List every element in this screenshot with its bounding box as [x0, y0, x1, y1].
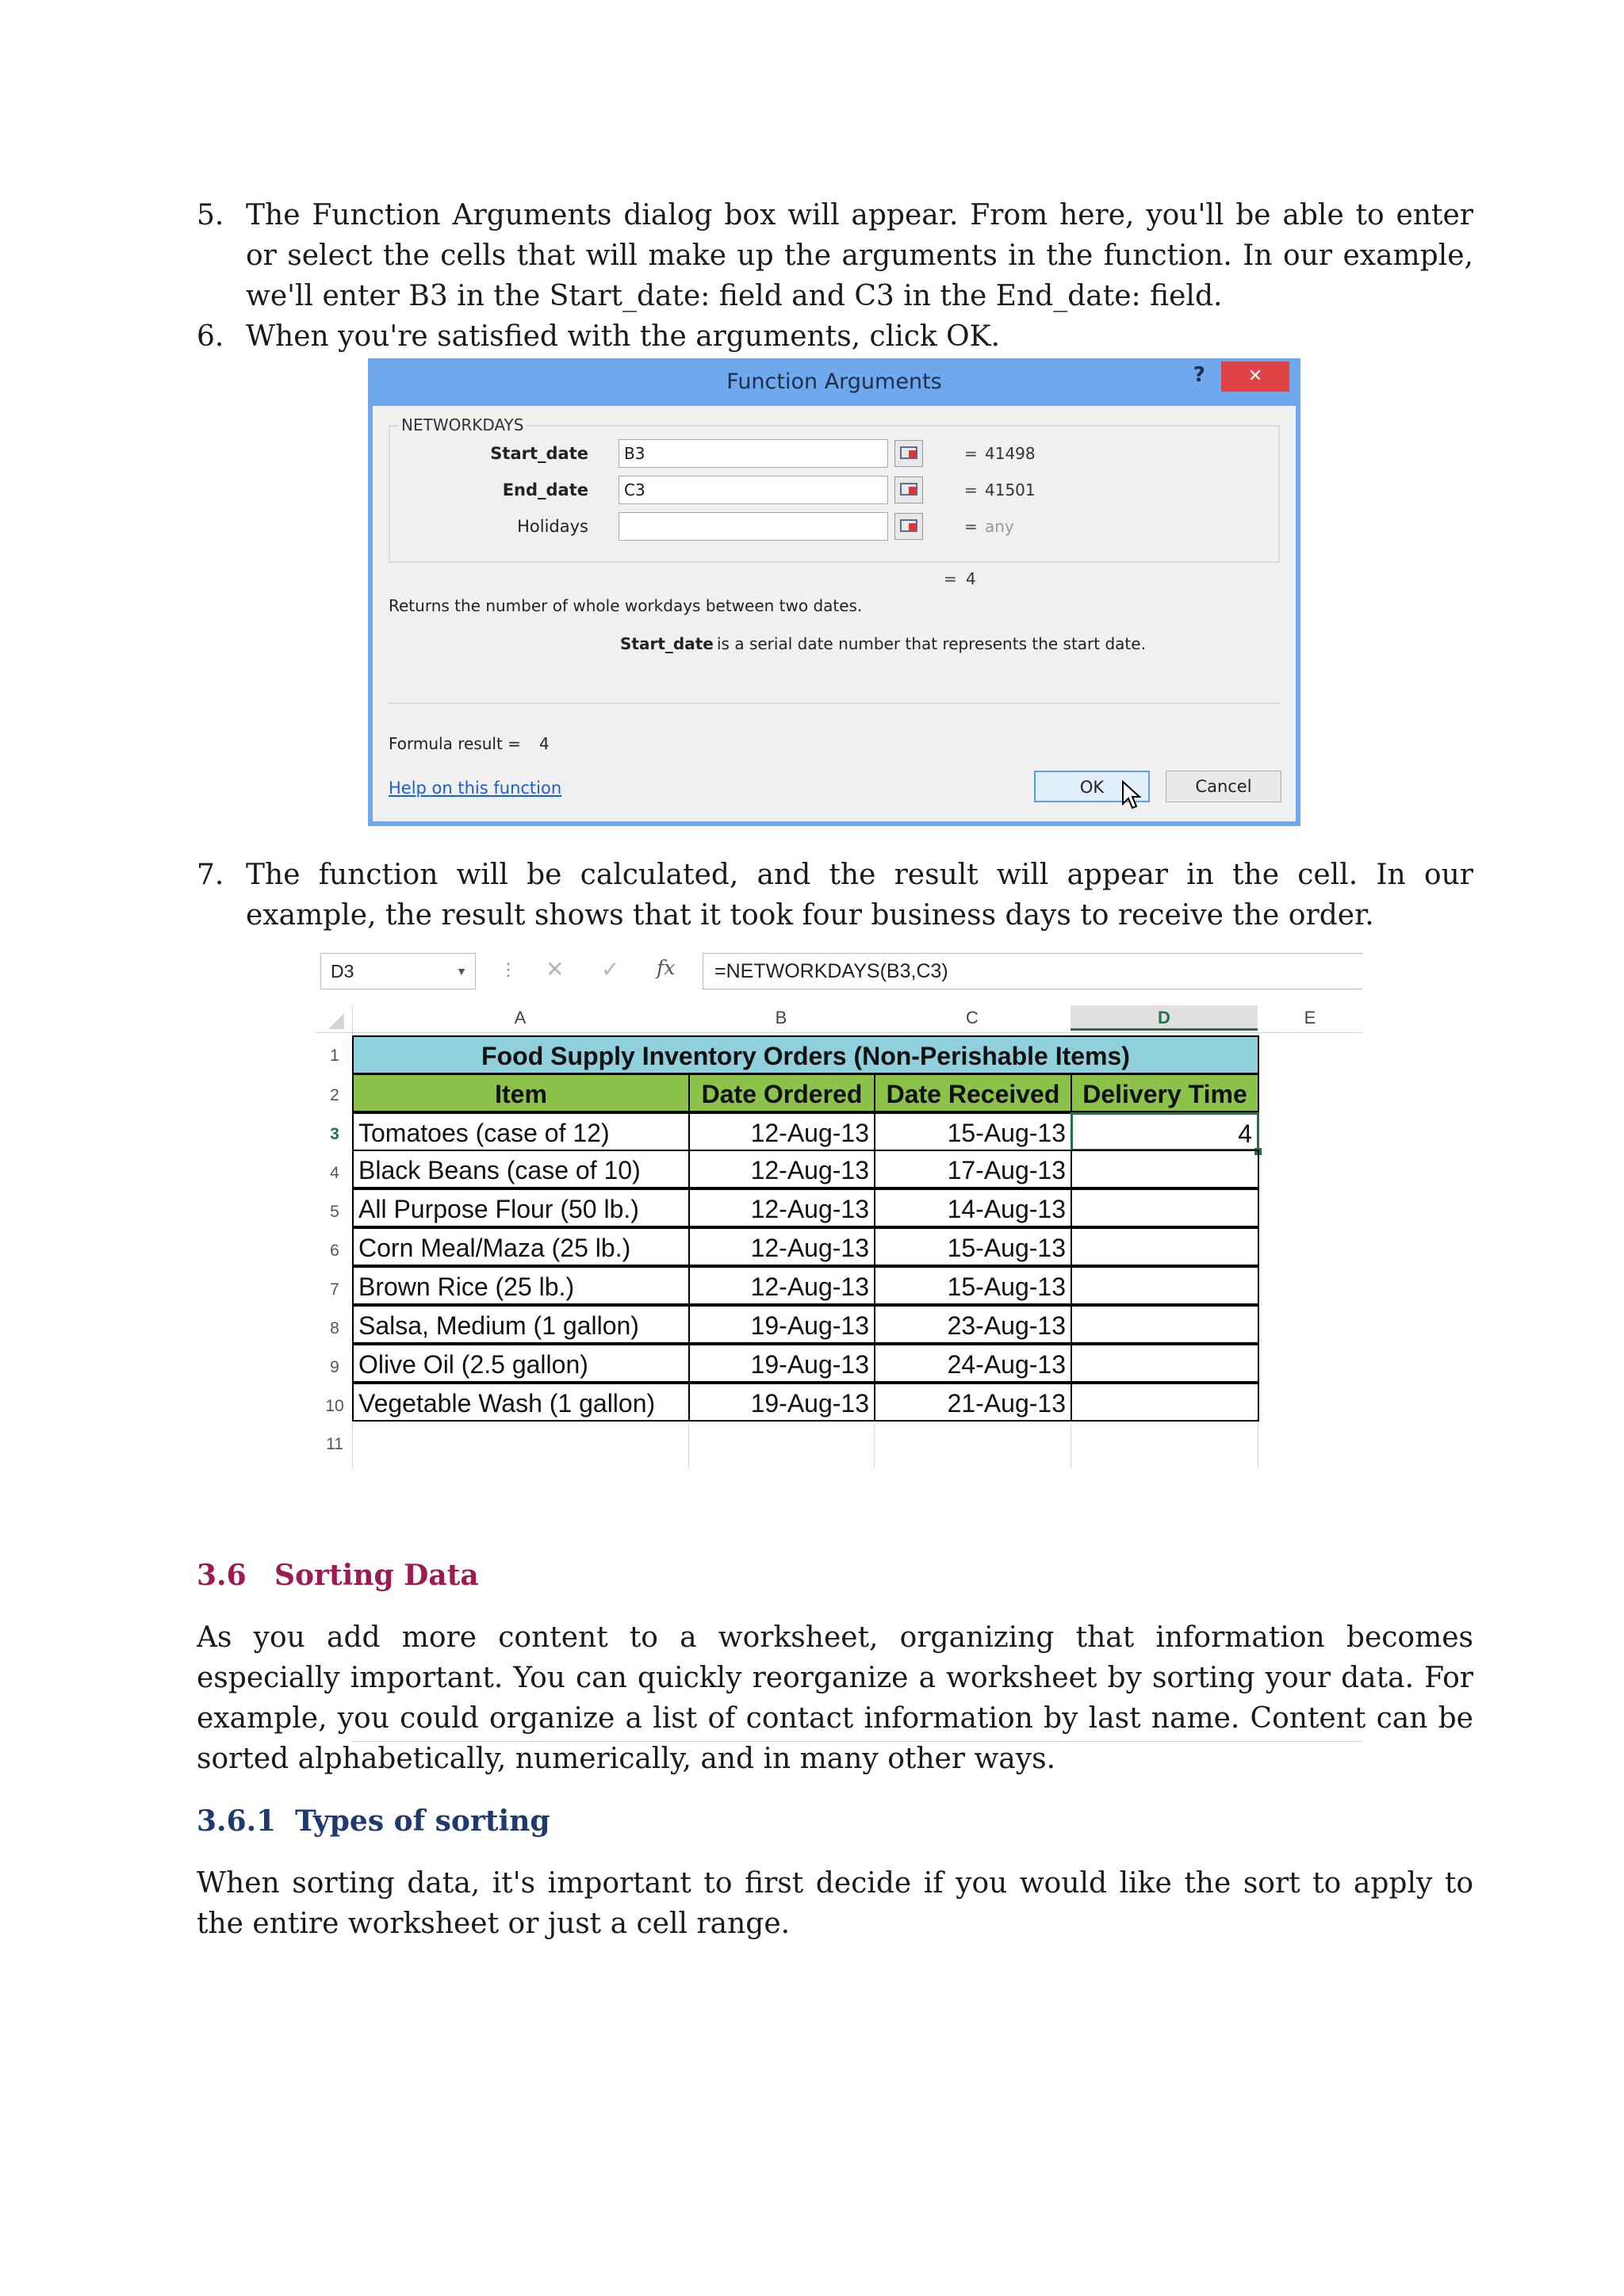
end-date-field[interactable]: C3: [619, 476, 888, 504]
table-cell[interactable]: 19-Aug-13: [688, 1344, 875, 1383]
table-cell[interactable]: [1071, 1383, 1259, 1422]
equals-sign: =: [964, 444, 978, 463]
table-cell[interactable]: 19-Aug-13: [688, 1383, 875, 1422]
dialog-title: Function Arguments: [726, 369, 942, 394]
close-icon[interactable]: ✕: [1221, 362, 1289, 392]
gridline: [874, 1424, 875, 1468]
name-box-value: D3: [331, 961, 354, 982]
step-6-number: 6.: [197, 320, 224, 353]
section-3-6-body: As you add more content to a worksheet, organizing that information becomes especially important. You can quickly reorganize a worksheet by sorting your data. For example, you could organize a list of contact information by last name. Content can be sorted alphabetically, numerically, and in many other ways.: [197, 1621, 1473, 1775]
holidays-field[interactable]: [619, 512, 888, 541]
section-number: 3.6: [197, 1559, 247, 1592]
table-cell[interactable]: [1071, 1305, 1259, 1344]
holidays-result: any: [985, 517, 1014, 536]
row-header[interactable]: 9: [330, 1358, 339, 1376]
equals-sign: =: [964, 480, 978, 499]
row-header[interactable]: 5: [330, 1203, 339, 1221]
chevron-down-icon[interactable]: ▼: [456, 965, 467, 978]
table-cell[interactable]: 21-Aug-13: [874, 1383, 1072, 1422]
end-date-label: End_date: [502, 480, 588, 499]
equals-sign: =: [944, 569, 957, 588]
formula-bar[interactable]: =NETWORKDAYS(B3,C3): [703, 953, 1362, 989]
start-date-result: 41498: [985, 444, 1036, 463]
name-box[interactable]: [320, 953, 476, 989]
step-7-text: The function will be calculated, and the result will appear in the cell. In our example, the result shows that it took four business days to receive the order.: [246, 859, 1473, 932]
select-all-icon[interactable]: [327, 1012, 346, 1031]
table-cell[interactable]: [1071, 1344, 1259, 1383]
row-header[interactable]: 2: [330, 1086, 339, 1104]
formula-result-label: Formula result =: [389, 734, 521, 753]
section-3-6-1-body: When sorting data, it's important to first decide if you would like the sort to apply to the entire worksheet or just a cell range.: [197, 1867, 1473, 1940]
table-cell[interactable]: 12-Aug-13: [688, 1266, 875, 1305]
step-5-text: The Function Arguments dialog box will appear. From here, you'll be able to enter or select the cells that will make up the arguments in the function. In our example, we'll enter B3 in the Start_date: field and C3 in the End_date: field.: [246, 199, 1473, 312]
table-cell[interactable]: 12-Aug-13: [688, 1227, 875, 1266]
step-7-number: 7.: [197, 859, 224, 891]
table-cell[interactable]: 15-Aug-13: [874, 1112, 1072, 1151]
header-cell-item[interactable]: Item: [352, 1073, 690, 1112]
section-heading-3-6-1: [197, 1804, 550, 1838]
table-cell[interactable]: 17-Aug-13: [874, 1150, 1072, 1188]
column-header-b[interactable]: B: [775, 1008, 787, 1027]
section-number: 3.6.1: [197, 1804, 277, 1838]
divider: [389, 702, 1280, 704]
table-cell[interactable]: Salsa, Medium (1 gallon): [352, 1305, 690, 1344]
column-header-e[interactable]: E: [1304, 1008, 1316, 1027]
table-cell[interactable]: 23-Aug-13: [874, 1305, 1072, 1344]
table-cell[interactable]: Vegetable Wash (1 gallon): [352, 1383, 690, 1422]
table-cell[interactable]: 12-Aug-13: [688, 1188, 875, 1227]
table-cell[interactable]: 12-Aug-13: [688, 1150, 875, 1188]
insert-function-icon[interactable]: fx: [657, 956, 676, 979]
formula-result-value: 4: [539, 734, 550, 753]
gridline: [316, 1032, 1362, 1033]
section-heading-3-6: [197, 1559, 479, 1592]
row-header[interactable]: 4: [330, 1164, 339, 1182]
table-cell[interactable]: [1071, 1227, 1259, 1266]
collapse-dialog-icon[interactable]: [894, 440, 923, 467]
row-header[interactable]: 6: [330, 1242, 339, 1260]
help-link[interactable]: Help on this function: [389, 779, 562, 798]
argument-description: is a serial date number that represents the start date.: [717, 634, 1146, 653]
column-header-d[interactable]: D: [1071, 1005, 1258, 1031]
collapse-dialog-icon[interactable]: [894, 476, 923, 503]
cancel-icon[interactable]: ✕: [546, 957, 565, 982]
row-header[interactable]: 7: [330, 1280, 339, 1299]
function-result: 4: [966, 569, 976, 588]
table-cell[interactable]: Brown Rice (25 lb.): [352, 1266, 690, 1305]
table-cell[interactable]: Corn Meal/Maza (25 lb.): [352, 1227, 690, 1266]
table-cell[interactable]: [1071, 1188, 1259, 1227]
header-cell-date-received[interactable]: Date Received: [874, 1073, 1072, 1112]
step-6-text: When you're satisfied with the arguments, click OK.: [246, 320, 1001, 353]
mouse-cursor-icon: [1121, 780, 1142, 810]
row-header[interactable]: 11: [326, 1435, 343, 1453]
function-description: Returns the number of whole workdays between two dates.: [389, 596, 863, 615]
section-title: Sorting Data: [274, 1559, 479, 1592]
ok-button[interactable]: OK: [1034, 771, 1150, 802]
table-cell[interactable]: 15-Aug-13: [874, 1227, 1072, 1266]
table-cell[interactable]: [1071, 1266, 1259, 1305]
more-icon: ⋮: [500, 959, 517, 979]
table-cell[interactable]: Olive Oil (2.5 gallon): [352, 1344, 690, 1383]
table-cell[interactable]: All Purpose Flour (50 lb.): [352, 1188, 690, 1227]
holidays-label: Holidays: [517, 517, 588, 536]
active-cell[interactable]: 4: [1071, 1112, 1259, 1151]
section-title: Types of sorting: [295, 1804, 550, 1838]
row-header[interactable]: 1: [330, 1047, 339, 1065]
enter-icon[interactable]: ✓: [601, 957, 620, 982]
header-cell-date-ordered[interactable]: Date Ordered: [688, 1073, 875, 1112]
row-header[interactable]: 3: [330, 1125, 339, 1143]
spreadsheet: [316, 945, 1362, 1468]
table-cell[interactable]: 19-Aug-13: [688, 1305, 875, 1344]
end-date-result: 41501: [985, 480, 1036, 499]
collapse-dialog-icon[interactable]: [894, 513, 923, 540]
arguments-group: [389, 415, 1280, 563]
column-header-c[interactable]: C: [966, 1008, 979, 1027]
start-date-label: Start_date: [490, 444, 588, 463]
table-cell[interactable]: 14-Aug-13: [874, 1188, 1072, 1227]
row-header[interactable]: 10: [325, 1397, 344, 1415]
equals-sign: =: [964, 517, 978, 536]
header-cell-delivery-time[interactable]: Delivery Time: [1071, 1073, 1259, 1112]
argument-name: Start_date: [620, 634, 714, 653]
function-name: NETWORKDAYS: [398, 415, 527, 434]
cancel-button[interactable]: Cancel: [1166, 771, 1281, 802]
start-date-field[interactable]: B3: [619, 439, 888, 468]
dialog-body: [373, 406, 1296, 821]
table-cell[interactable]: 15-Aug-13: [874, 1266, 1072, 1305]
table-cell[interactable]: 12-Aug-13: [688, 1112, 875, 1151]
table-title-cell[interactable]: Food Supply Inventory Orders (Non-Perishable Items): [352, 1035, 1259, 1074]
table-cell[interactable]: [1071, 1150, 1259, 1188]
gridline: [688, 1424, 689, 1468]
help-icon[interactable]: ?: [1193, 363, 1205, 387]
step-5-number: 5.: [197, 199, 224, 232]
table-cell[interactable]: Black Beans (case of 10): [352, 1150, 690, 1188]
function-arguments-dialog: [368, 358, 1300, 826]
row-header[interactable]: 8: [330, 1319, 339, 1337]
column-header-a[interactable]: A: [514, 1008, 527, 1027]
table-cell[interactable]: 24-Aug-13: [874, 1344, 1072, 1383]
table-cell[interactable]: Tomatoes (case of 12): [352, 1112, 690, 1151]
